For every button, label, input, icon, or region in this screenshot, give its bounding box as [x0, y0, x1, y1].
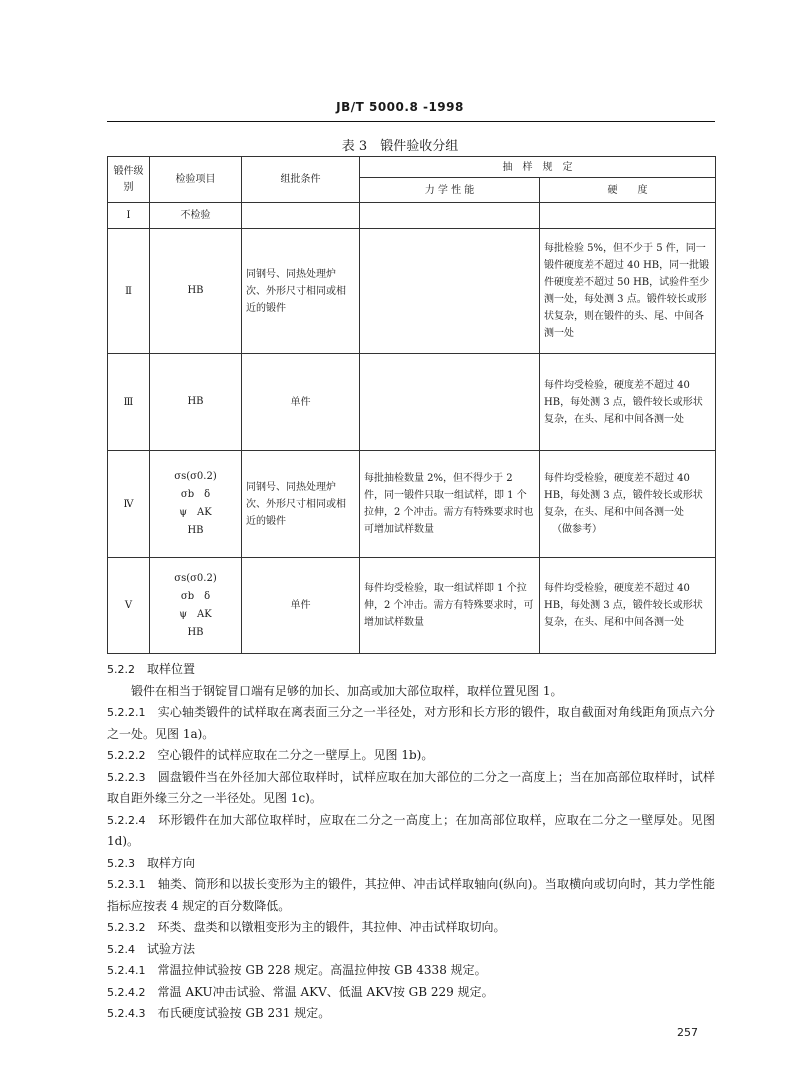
standard-header: JB/T 5000.8 -1998: [336, 100, 464, 114]
row-hardness: 每批检验 5%，但不少于 5 件，同一锻件硬度差不超过 40 HB，同一批锻件硬度差不超过 50 HB，试验件至少测一处，每处测 3 点。锻件较长或形状复杂，则在锻件的头、尾、中间各测一处: [540, 229, 716, 354]
paragraph: 锻件在相当于钢锭冒口端有足够的加长、加高或加大部位取样，取样位置见图 1。: [131, 683, 563, 698]
section-title: 取样方向: [147, 855, 196, 870]
table-title: 表 3 锻件验收分组: [341, 139, 459, 154]
clause: [107, 874, 715, 917]
row-items: [150, 229, 242, 354]
table-row: [108, 229, 716, 354]
clause: [107, 1003, 715, 1025]
row-mechanical: [360, 229, 540, 354]
forging-acceptance-table: [107, 156, 716, 654]
item: σb δ: [180, 590, 211, 602]
row-grade: Ⅲ: [108, 354, 150, 451]
clause-number: 5.2.2.2: [107, 749, 146, 762]
row-items: [150, 203, 242, 229]
row-mechanical: [360, 203, 540, 229]
section-title: 取样位置: [147, 662, 196, 676]
clause-number: 5.2.3.2: [107, 921, 146, 934]
section-number: 5.2.4: [107, 942, 135, 956]
hardness-text: 每件均受检验，硬度差不超过 40 HB，每处测 3 点，锻件较长或形状复杂，在头、尾和中间各测一处: [544, 473, 703, 518]
header-rule: [107, 121, 715, 122]
row-grade: Ⅳ: [108, 451, 150, 558]
item: ψ AK: [179, 507, 212, 518]
item: σs(σ0.2): [174, 572, 217, 584]
clause-text: 常温拉伸试验按 GB 228 规定。高温拉伸按 GB 4338 规定。: [157, 963, 487, 977]
row-mechanical: 每件均受检验，取一组试样即 1 个拉伸，2 个冲击。需方有特殊要求时，可增加试样数量: [360, 558, 540, 654]
section-number: 5.2.3: [107, 856, 135, 870]
page-number: 257: [677, 1026, 698, 1039]
body-text: [107, 659, 715, 1025]
clause-number: 5.2.2.1: [107, 706, 146, 719]
table-row: [108, 354, 716, 451]
row-hardness: 每件均受检验，硬度差不超过 40 HB，每处测 3 点，锻件较长或形状复杂，在头、尾和中间各测一处: [540, 354, 716, 451]
table-row: [108, 558, 716, 654]
clause-text: 实心轴类锻件的试样取在离表面三分之一半径处，对方形和长方形的锻件，取自截面对角线距角顶点六分之一处。见图 1a)。: [107, 705, 715, 741]
section-heading: [107, 939, 715, 961]
row-hardness: [540, 451, 716, 558]
item: HB: [187, 525, 204, 536]
item: ψ AK: [179, 608, 212, 620]
header-grade: 锻件级别: [108, 157, 150, 203]
row-grade: Ⅴ: [108, 558, 150, 654]
section-title: 试验方法: [147, 941, 196, 956]
row-batch: 单件: [242, 354, 360, 451]
clause: [107, 767, 715, 810]
hardness-note: （做参考）: [552, 524, 602, 535]
clause: [107, 917, 715, 939]
table-row: [108, 451, 716, 558]
clause-number: 5.2.4.3: [107, 1007, 146, 1020]
clause-text: 布氏硬度试验按 GB 231 规定。: [157, 1006, 331, 1020]
row-grade: Ⅱ: [108, 229, 150, 354]
clause-number: 5.2.2.4: [107, 813, 146, 827]
header-sampling: 抽 样 规 定: [360, 157, 716, 178]
row-batch: 单件: [242, 558, 360, 654]
item: HB: [187, 396, 204, 407]
row-batch: 同钢号、同热处理炉次、外形尺寸相同或相近的锻件: [242, 229, 360, 354]
row-mechanical: [360, 354, 540, 451]
clause: [107, 810, 715, 853]
row-batch: 同钢号、同热处理炉次、外形尺寸相同或相近的锻件: [242, 451, 360, 558]
clause-number: 5.2.3.1: [107, 878, 146, 891]
table-row: [108, 203, 716, 229]
clause-text: 环类、盘类和以镦粗变形为主的锻件，其拉伸、冲击试样取切向。: [157, 920, 506, 934]
item: σs(σ0.2): [174, 471, 217, 482]
row-items: [150, 354, 242, 451]
clause-text: 圆盘锻件当在外径加大部位取样时，试样应取在加大部位的二分之一高度上；当在加高部位取样时，试样取自距外缘三分之一半径处。见图 1c)。: [107, 769, 715, 805]
row-grade: Ⅰ: [108, 203, 150, 229]
clause: [107, 960, 715, 982]
row-hardness: [540, 203, 716, 229]
row-items: [150, 451, 242, 558]
clause: [107, 702, 715, 745]
row-hardness: 每件均受检验，硬度差不超过 40 HB，每处测 3 点，锻件较长或形状复杂，在头、尾和中间各测一处: [540, 558, 716, 654]
section-number: 5.2.2: [107, 663, 135, 676]
item: HB: [187, 626, 204, 638]
row-items: [150, 558, 242, 654]
clause-number: 5.2.4.2: [107, 985, 146, 999]
clause-text: 空心锻件的试样应取在二分之一壁厚上。见图 1b)。: [157, 748, 434, 762]
section-heading: [107, 659, 715, 681]
clause: [107, 982, 715, 1004]
row-batch: [242, 203, 360, 229]
clause-number: 5.2.2.3: [107, 770, 146, 784]
item: HB: [187, 285, 204, 296]
clause-text: 环形锻件在加大部位取样时，应取在二分之一高度上；在加高部位取样，应取在二分之一壁厚处。见图 1d)。: [107, 812, 715, 848]
clause-text: 轴类、筒形和以拔长变形为主的锻件，其拉伸、冲击试样取轴向(纵向)。当取横向或切向时，其力学性能指标应按表 4 规定的百分数降低。: [107, 877, 715, 913]
row-mechanical: 每批抽检数量 2%，但不得少于 2 件，同一锻件只取一组试样，即 1 个拉伸，2 个冲击。需方有特殊要求时也可增加试样数量: [360, 451, 540, 558]
header-hardness: 硬 度: [540, 178, 716, 203]
clause-number: 5.2.4.1: [107, 964, 146, 977]
header-mechanical: 力 学 性 能: [360, 178, 540, 203]
header-batch: 组批条件: [242, 157, 360, 203]
header-items: 检验项目: [150, 157, 242, 203]
clause-text: 常温 AKU冲击试验、常温 AKV、低温 AKV按 GB 229 规定。: [157, 984, 494, 999]
item: σb δ: [180, 489, 211, 500]
item: 不检验: [180, 209, 211, 221]
section-heading: [107, 853, 715, 875]
clause: [107, 745, 715, 767]
